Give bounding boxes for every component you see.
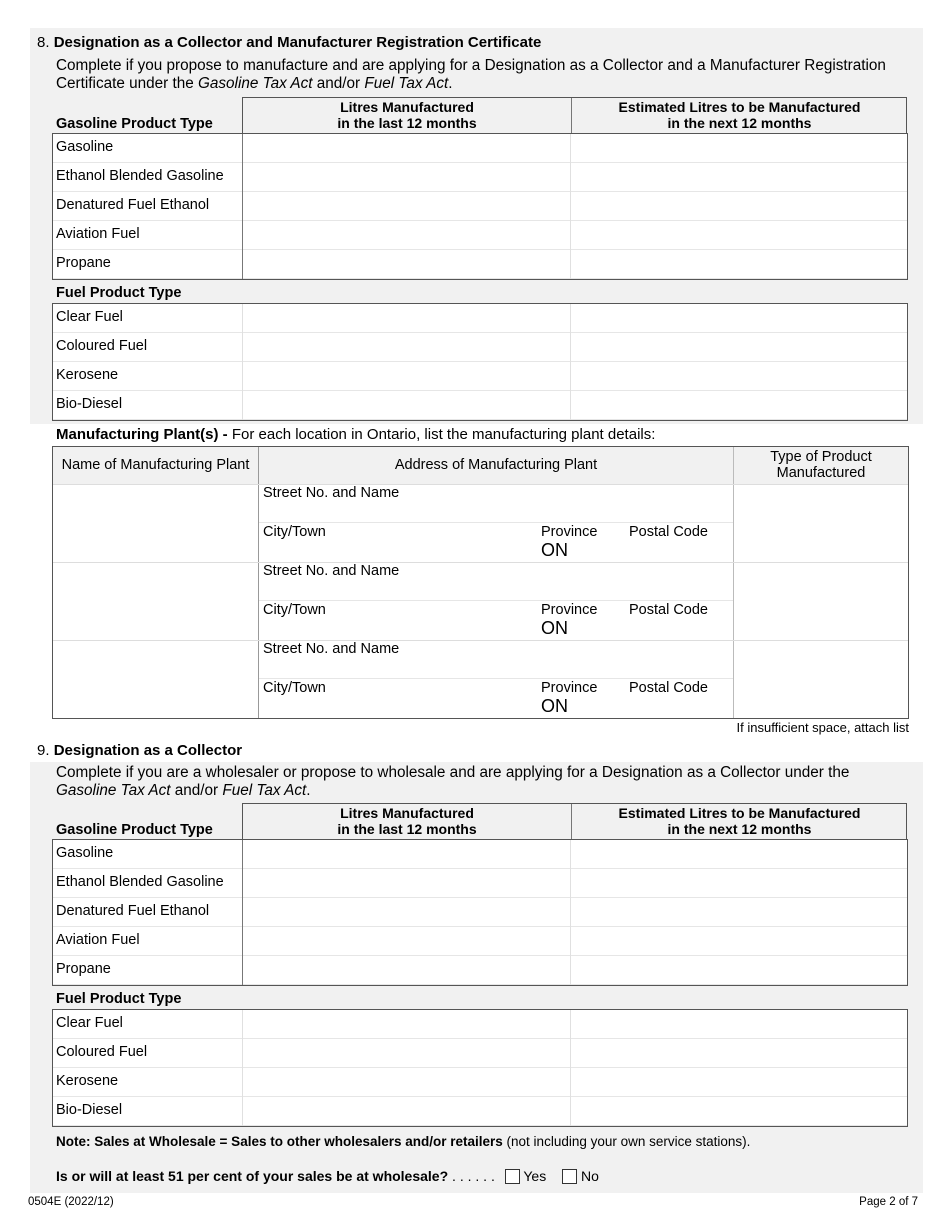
street-label: Street No. and Name <box>263 485 400 501</box>
manufacturing-plants-table <box>52 446 909 719</box>
table-row: Coloured Fuel <box>53 1039 907 1068</box>
insufficient-space-note: If insufficient space, attach list <box>736 720 909 735</box>
street-label: Street No. and Name <box>263 563 400 579</box>
table-row: Clear Fuel <box>53 1010 907 1039</box>
col-estimated-litres: Estimated Litres to be Manufactured <box>618 99 861 115</box>
gasoline-product-type-header: Gasoline Product Type <box>56 116 213 132</box>
section-9-intro: Complete if you are a wholesaler or propose to wholesale and are applying for a Designation as a Collector under the Gasoline Tax Act and/or Fuel Tax Act. <box>56 764 850 799</box>
gasoline-product-type-header: Gasoline Product Type <box>56 822 213 838</box>
col-plant-address: Address of Manufacturing Plant <box>259 447 733 484</box>
postal-label: Postal Code <box>629 602 708 618</box>
city-label: City/Town <box>263 524 326 540</box>
table-row: Propane <box>53 956 907 985</box>
product-type-input[interactable] <box>734 485 908 562</box>
table-row: Ethanol Blended Gasoline <box>53 163 907 192</box>
section-8-intro: Complete if you propose to manufacture and are applying for a Designation as a Collector and a Manufacturer Registration Certificate under the Gasoline Tax Act and/or Fuel Tax Act. <box>56 57 886 92</box>
col-product-type: Type of Product Manufactured <box>734 447 908 484</box>
table-row: Kerosene <box>53 1068 907 1097</box>
product-type-input[interactable] <box>734 563 908 640</box>
product-type-input[interactable] <box>734 641 908 718</box>
yes-checkbox[interactable] <box>505 1169 520 1184</box>
table-row: Gasoline <box>53 840 907 869</box>
table-row: Denatured Fuel Ethanol <box>53 898 907 927</box>
plant-name-input[interactable] <box>53 563 258 640</box>
city-label: City/Town <box>263 602 326 618</box>
litres-last-12-input-column[interactable] <box>243 134 570 279</box>
column-headers: Litres Manufactured in the last 12 months Estimated Litres to be Manufactured in the next 12 months <box>242 803 907 840</box>
province-label: Province <box>541 524 598 540</box>
col-litres-manufactured: Litres Manufactured <box>340 99 474 115</box>
postal-label: Postal Code <box>629 680 708 696</box>
city-label: City/Town <box>263 680 326 696</box>
section-8-title: 8. Designation as a Collector and Manufacturer Registration Certificate <box>37 34 542 51</box>
page-number: Page 2 of 7 <box>859 1196 918 1208</box>
table-row: Coloured Fuel <box>53 333 907 362</box>
province-label: Province <box>541 602 598 618</box>
table-row: Gasoline <box>53 134 907 163</box>
yes-label: Yes <box>523 1168 547 1184</box>
table-row: Ethanol Blended Gasoline <box>53 869 907 898</box>
wholesale-question: Is or will at least 51 per cent of your sales be at wholesale? . . . . . . Yes No <box>56 1168 599 1184</box>
col-plant-name: Name of Manufacturing Plant <box>53 447 258 484</box>
section-9-title: 9. Designation as a Collector <box>37 742 243 759</box>
form-id: 0504E (2022/12) <box>28 1196 114 1208</box>
col-estimated-litres: Estimated Litres to be Manufactured <box>618 805 861 821</box>
province-value: ON <box>541 618 568 638</box>
no-label: No <box>581 1168 599 1184</box>
table-row: Bio-Diesel <box>53 1097 907 1126</box>
table-row: Denatured Fuel Ethanol <box>53 192 907 221</box>
fuel-litres-last-12-input-column[interactable] <box>243 1010 570 1126</box>
section-9-title-text: Designation as a Collector <box>53 742 243 759</box>
litres-next-12-input-column[interactable] <box>571 134 907 279</box>
section-8-title-text: Designation as a Collector and Manufacturer Registration Certificate <box>53 34 542 51</box>
fuel-product-type-header: Fuel Product Type <box>56 285 182 301</box>
plant-name-input[interactable] <box>53 641 258 718</box>
table-row: Aviation Fuel <box>53 927 907 956</box>
table-row: Aviation Fuel <box>53 221 907 250</box>
fuel-litres-next-12-input-column[interactable] <box>571 304 907 420</box>
province-label: Province <box>541 680 598 696</box>
col-litres-manufactured: Litres Manufactured <box>340 805 474 821</box>
table-row: Clear Fuel <box>53 304 907 333</box>
wholesale-note: Note: Sales at Wholesale = Sales to other wholesalers and/or retailers (not including your own service stations). <box>56 1134 751 1149</box>
province-value: ON <box>541 540 568 560</box>
no-checkbox[interactable] <box>562 1169 577 1184</box>
fuel-table <box>52 303 908 421</box>
fuel-litres-next-12-input-column[interactable] <box>571 1010 907 1126</box>
litres-last-12-input-column[interactable] <box>243 840 570 985</box>
postal-label: Postal Code <box>629 524 708 540</box>
litres-next-12-input-column[interactable] <box>571 840 907 985</box>
gasoline-table <box>52 133 908 280</box>
column-headers: Litres Manufactured in the last 12 months Estimated Litres to be Manufactured in the next 12 months <box>242 97 907 134</box>
table-row: Kerosene <box>53 362 907 391</box>
gasoline-table <box>52 839 908 986</box>
fuel-table <box>52 1009 908 1127</box>
table-row: Propane <box>53 250 907 279</box>
province-value: ON <box>541 696 568 716</box>
manufacturing-plants-heading: Manufacturing Plant(s) - For each location in Ontario, list the manufacturing plant details: <box>56 426 656 443</box>
fuel-product-type-header: Fuel Product Type <box>56 991 182 1007</box>
street-label: Street No. and Name <box>263 641 400 657</box>
table-row: Bio-Diesel <box>53 391 907 420</box>
plant-name-input[interactable] <box>53 485 258 562</box>
fuel-litres-last-12-input-column[interactable] <box>243 304 570 420</box>
